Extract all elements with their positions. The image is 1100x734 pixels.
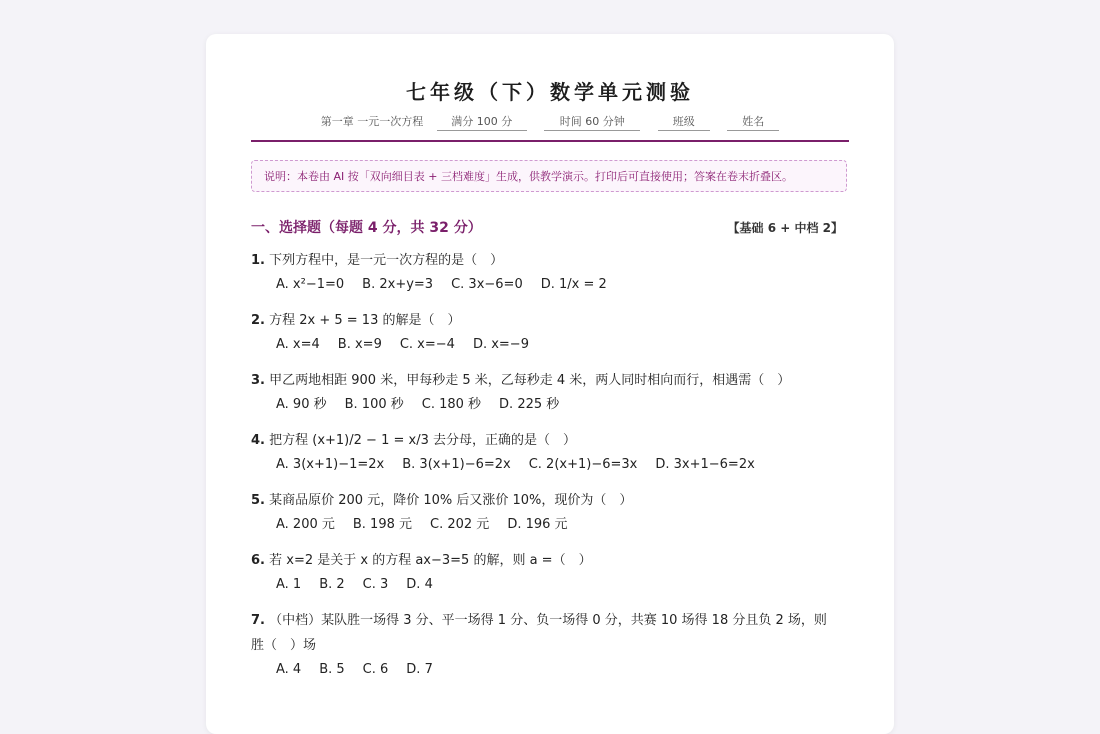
option-c: C. 3 (362, 577, 389, 592)
option-d: D. 7 (406, 662, 433, 677)
question-text: 下列方程中，是一元一次方程的是（ ） (269, 253, 504, 268)
option-c: C. 180 秒 (421, 397, 482, 412)
option-b: B. 3(x+1)−6=2x (402, 457, 511, 472)
question-text: 把方程 (x+1)/2 − 1 = x/3 去分母，正确的是（ ） (269, 433, 576, 448)
options-row (251, 513, 849, 537)
question-number: 4. (251, 433, 265, 448)
option-a: A. 200 元 (276, 517, 335, 532)
question-number: 3. (251, 373, 265, 388)
option-d: D. x=−9 (472, 337, 529, 352)
options-row (251, 333, 849, 357)
option-b: B. 5 (319, 662, 345, 677)
option-d: D. 196 元 (507, 517, 568, 532)
section-title: 一、选择题（每题 4 分，共 32 分） (251, 220, 482, 236)
options-row (251, 273, 849, 297)
question-3 (251, 368, 849, 417)
question-number: 5. (251, 493, 265, 508)
question-1 (251, 248, 849, 297)
exam-paper (206, 34, 894, 734)
option-d: D. 3x+1−6=2x (655, 457, 755, 472)
question-text: 某商品原价 200 元，降价 10% 后又涨价 10%，现价为（ ） (269, 493, 633, 508)
question-number: 1. (251, 253, 265, 268)
exam-meta (206, 113, 894, 131)
question-number: 6. (251, 553, 265, 568)
question-text: 若 x=2 是关于 x 的方程 ax−3=5 的解，则 a =（ ） (269, 553, 592, 568)
option-b: B. 100 秒 (344, 397, 404, 412)
option-c: C. 6 (362, 662, 389, 677)
question-number: 7. (251, 613, 265, 628)
option-a: A. x=4 (276, 337, 320, 352)
class-field[interactable]: 班级 (658, 113, 710, 131)
option-d: D. 1/x = 2 (540, 277, 607, 292)
option-d: D. 4 (406, 577, 433, 592)
options-row (251, 453, 849, 477)
option-d: D. 225 秒 (499, 397, 560, 412)
option-c: C. x=−4 (399, 337, 455, 352)
option-c: C. 202 元 (430, 517, 490, 532)
option-a: A. 4 (276, 662, 302, 677)
title-divider (251, 140, 849, 142)
question-text: （中档）某队胜一场得 3 分、平一场得 1 分、负一场得 0 分，共赛 10 场得 18 分且负 2 场，则胜（ ）场 (251, 613, 827, 653)
question-5 (251, 488, 849, 537)
option-b: B. x=9 (337, 337, 382, 352)
question-4 (251, 428, 849, 477)
name-field[interactable]: 姓名 (727, 113, 779, 131)
chapter-label: 第一章 一元一次方程 (320, 115, 424, 128)
options-row (251, 573, 849, 597)
full-score-field: 满分 100 分 (437, 113, 527, 131)
option-a: A. 1 (276, 577, 302, 592)
instructions-note: 说明：本卷由 AI 按「双向细目表 + 三档难度」生成，供教学演示。打印后可直接使用；答案在卷末折叠区。 (251, 160, 847, 192)
options-row (251, 393, 849, 417)
option-c: C. 2(x+1)−6=3x (528, 457, 638, 472)
difficulty-tag: 【基础 6 + 中档 2】 (727, 221, 843, 235)
option-b: B. 198 元 (352, 517, 413, 532)
option-a: A. x²−1=0 (276, 277, 345, 292)
option-a: A. 90 秒 (276, 397, 327, 412)
option-c: C. 3x−6=0 (451, 277, 523, 292)
question-7 (251, 608, 849, 682)
question-2 (251, 308, 849, 357)
exam-title: 七年级（下）数学单元测验 (406, 80, 694, 104)
question-6 (251, 548, 849, 597)
options-row (251, 658, 849, 682)
section-header (251, 217, 849, 237)
question-text: 方程 2x + 5 = 13 的解是（ ） (269, 313, 461, 328)
question-number: 2. (251, 313, 265, 328)
option-a: A. 3(x+1)−1=2x (276, 457, 385, 472)
option-b: B. 2x+y=3 (362, 277, 434, 292)
option-b: B. 2 (319, 577, 345, 592)
question-text: 甲乙两地相距 900 米，甲每秒走 5 米，乙每秒走 4 米，两人同时相向而行，相遇需（ ） (269, 373, 791, 388)
time-field: 时间 60 分钟 (544, 113, 640, 131)
